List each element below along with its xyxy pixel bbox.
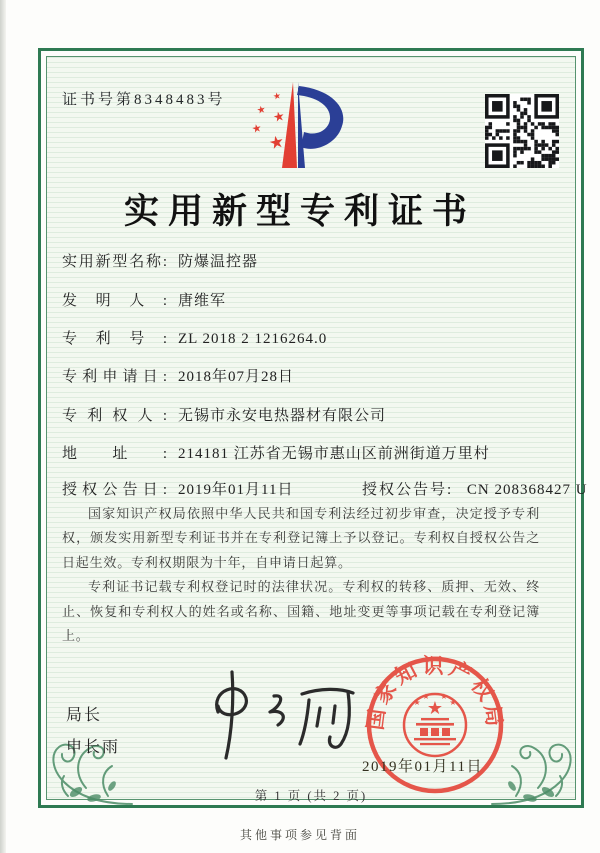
back-side-note: 其他事项参见背面 [239, 828, 360, 842]
svg-text:★: ★ [449, 698, 457, 707]
body-paragraph-2: 专利证书记载专利权登记时的法律状况。专利权的转移、质押、无效、终止、恢复和专利权人的姓名或名称、国籍、地址变更等事项记载在专利登记簿上。 [62, 579, 540, 644]
svg-text:★: ★ [413, 698, 421, 707]
signer-title: 局长 [66, 707, 103, 724]
grant-date-value: 2019年01月11日 [178, 482, 294, 498]
signer-name: 申长雨 [66, 739, 121, 756]
field-grant-announcement [62, 478, 588, 499]
field-value: 214181 江苏省无锡市惠山区前洲街道万里村 [178, 446, 490, 462]
svg-text:★: ★ [426, 698, 444, 718]
cnipa-logo-icon [245, 76, 365, 172]
field-value: 2018年07月28日 [178, 369, 295, 385]
field-label: 实用新型名称: [62, 254, 168, 270]
grant-number-label: 授权公告号: [362, 482, 454, 498]
page-number: 第 1 页 (共 2 页) [254, 789, 368, 803]
certificate-number: 证书号第8348483号 [62, 92, 226, 108]
field-label: 专利权人: [62, 408, 168, 424]
field-patentee [62, 404, 542, 425]
scan-page-edge-shadow [0, 0, 6, 853]
logo-star-icon: ★ [271, 90, 282, 102]
field-value: 唐维军 [178, 293, 227, 309]
qr-code [485, 94, 559, 168]
field-value: 防爆温控器 [178, 254, 259, 270]
logo-star-icon: ★ [255, 104, 267, 117]
seal-arc-text: 国家知识产权局 [362, 653, 508, 732]
field-value: 无锡市永安电热器材有限公司 [178, 408, 387, 424]
logo-blue-p-bowl [297, 86, 343, 149]
seal-national-emblem [404, 692, 466, 756]
certificate-title: 实用新型专利证书 [123, 192, 476, 231]
svg-text:★: ★ [440, 692, 448, 701]
field-inventor [62, 289, 542, 310]
signer-block [66, 700, 120, 764]
grant-date-label: 授权公告日: [62, 482, 168, 498]
logo-star-icon: ★ [271, 107, 287, 126]
field-value: ZL 2018 2 1216264.0 [178, 331, 328, 347]
body-paragraph-1: 国家知识产权局依照中华人民共和国专利法经过初步审查，决定授予专利权，颁发实用新型专利证书并在专利登记簿上予以登记。专利权自授权公告之日起生效。专利权期限为十年，自申请日起算。 [62, 506, 540, 570]
field-address [62, 442, 542, 463]
field-utility-model-name [62, 250, 542, 271]
field-label: 专利号: [62, 331, 168, 347]
seal-date: 2019年01月11日 [362, 759, 483, 775]
logo-star-icon: ★ [250, 122, 263, 136]
field-application-date [62, 365, 542, 386]
field-patent-number [62, 327, 542, 348]
field-label: 专利申请日: [62, 369, 168, 385]
field-label: 地址: [62, 446, 168, 462]
field-label: 发明人: [62, 293, 168, 309]
logo-star-icon: ★ [267, 131, 287, 154]
logo-red-spire [282, 82, 297, 168]
grant-number-group [362, 478, 588, 499]
grant-number-value: CN 208368427 U [466, 482, 588, 498]
certificate-body [62, 502, 540, 649]
svg-text:★: ★ [422, 692, 430, 701]
